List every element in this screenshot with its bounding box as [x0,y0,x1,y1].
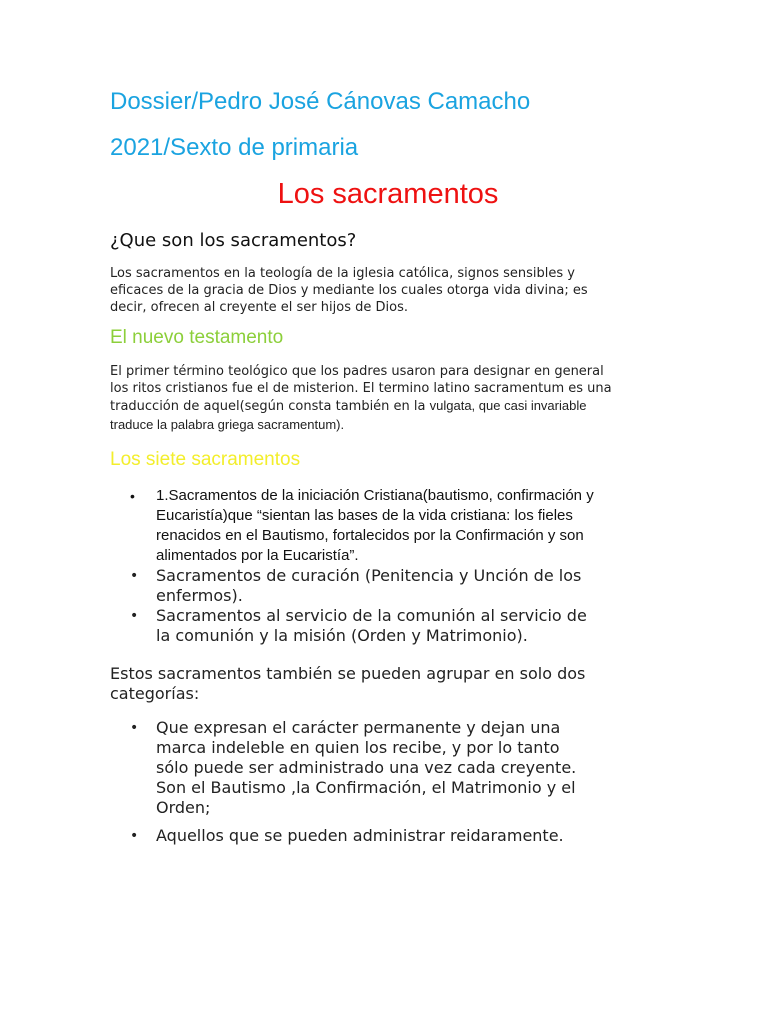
bullet-icon: • [130,608,139,624]
bullet-icon: • [130,828,139,844]
item-line: alimentados por la Eucaristía”. [156,547,359,564]
item-line: sólo puede ser administrado una vez cada creyente. [156,758,577,777]
list-item [130,566,660,606]
item-line: Sacramentos de curación (Penitencia y Unción de los [156,566,582,585]
categorias-line: categorías: [110,684,200,703]
list-item [130,718,660,818]
item-line: Eucaristía)que “sientan las bases de la vida cristiana: los fieles [156,507,573,524]
categorias-list [130,718,660,854]
categorias-paragraph [110,664,670,704]
siete-sacramentos-heading: Los siete sacramentos [110,449,301,470]
categorias-line: Estos sacramentos también se pueden agrupar en solo dos [110,664,586,683]
nt-line: los ritos cristianos fue el de misterion. El termino latino sacramentum es una [110,381,612,396]
nt-line-small: vulgata, que casi invariable [429,398,587,413]
nt-line-small: traduce la palabra griega sacramentum). [110,417,345,432]
intro-line: eficaces de la gracia de Dios y mediante los cuales otorga vida divina; es [110,283,588,298]
item-line: 1.Sacramentos de la iniciación Cristiana(bautismo, confirmación y [156,487,594,504]
intro-line: Los sacramentos en la teología de la iglesia católica, signos sensibles y [110,266,575,281]
list-item [130,606,660,646]
nt-line: traducción de aquel(según consta también en la [110,399,430,414]
item-line: Son el Bautismo ,la Confirmación, el Matrimonio y el [156,778,576,797]
course-heading: 2021/Sexto de primaria [110,134,359,161]
item-line: Aquellos que se pueden administrar reidaramente. [156,826,564,845]
item-line: marca indeleble en quien los recibe, y por lo tanto [156,738,560,757]
nuevo-testamento-paragraph [110,363,670,435]
list-item [130,486,660,566]
bullet-icon: • [130,568,139,584]
item-line: la comunión y la misión (Orden y Matrimonio). [156,626,528,645]
document-title: Los sacramentos [277,178,499,210]
intro-paragraph [110,265,670,316]
item-line: enfermos). [156,586,243,605]
question-heading: ¿Que son los sacramentos? [110,230,357,251]
nuevo-testamento-heading: El nuevo testamento [110,327,284,348]
bullet-icon: • [130,488,135,504]
author-heading: Dossier/Pedro José Cánovas Camacho [110,88,531,115]
item-line: Sacramentos al servicio de la comunión al servicio de [156,606,587,625]
siete-sacramentos-list [130,486,660,646]
item-line: Orden; [156,798,211,817]
item-line: Que expresan el carácter permanente y dejan una [156,718,561,737]
bullet-icon: • [130,720,139,736]
item-line: renacidos en el Bautismo, fortalecidos por la Confirmación y son [156,527,584,544]
nt-line: El primer término teológico que los padres usaron para designar en general [110,364,604,379]
intro-line: decir, ofrecen al creyente el ser hijos de Dios. [110,300,408,315]
list-item [130,826,660,846]
